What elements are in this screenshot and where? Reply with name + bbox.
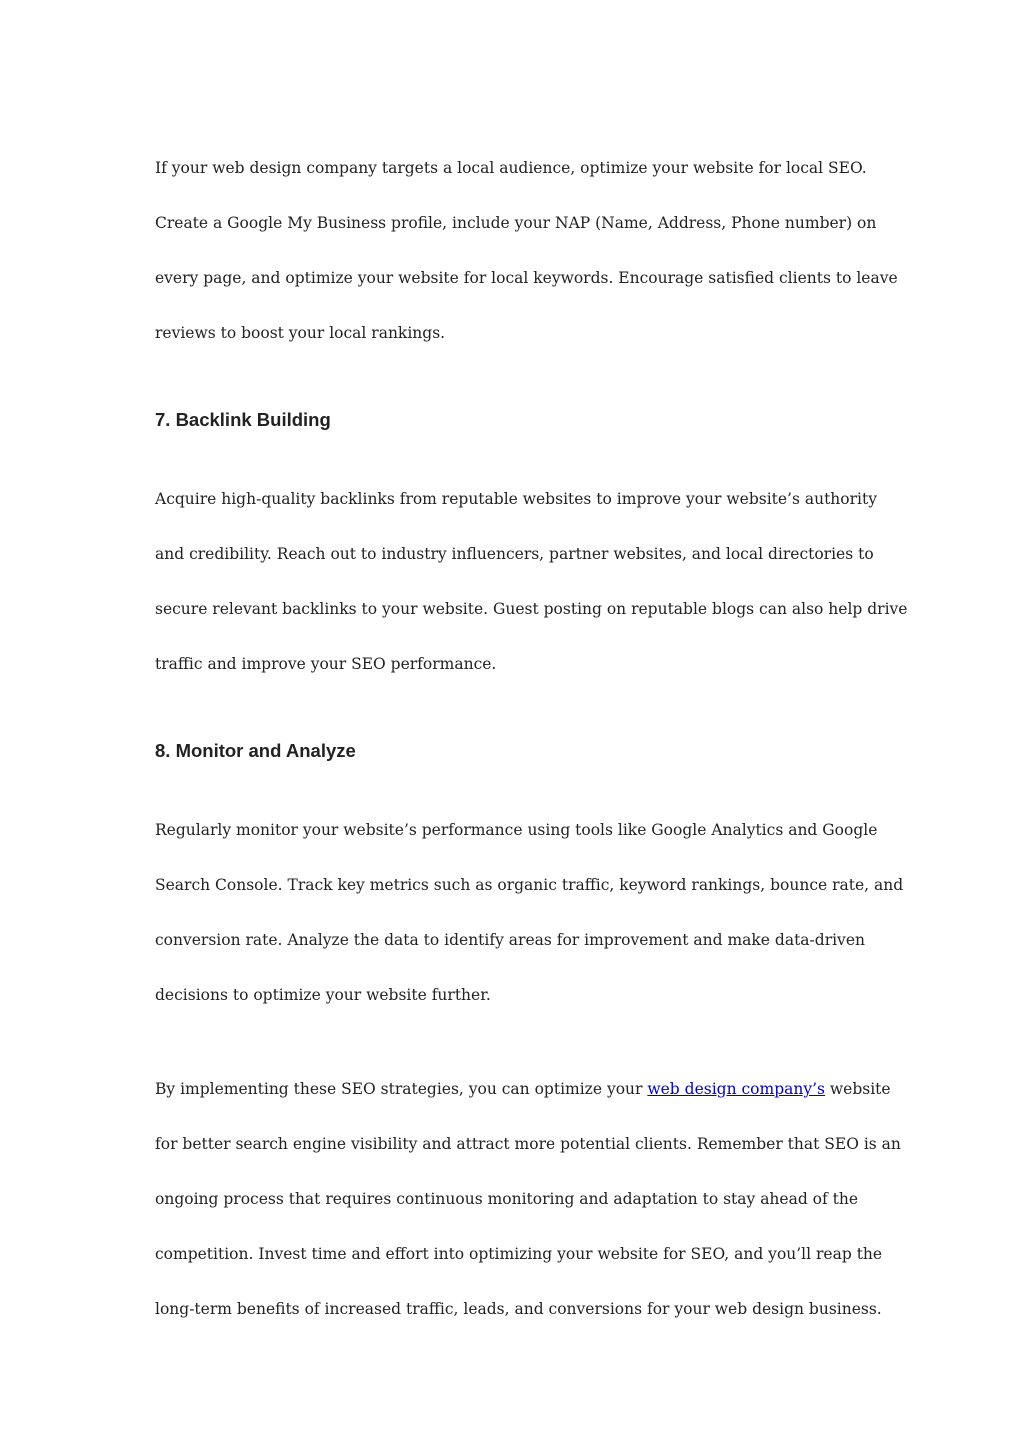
conclusion-text-before-link: By implementing these SEO strategies, you can optimize your [155, 1080, 648, 1098]
paragraph-line: If your web design company targets a local audience, optimize your website for local SEO. [155, 159, 867, 177]
local-seo-paragraph [155, 141, 898, 361]
paragraph-line: long-term benefits of increased traffic, leads, and conversions for your web design business. [155, 1300, 882, 1318]
paragraph-line: secure relevant backlinks to your website. Guest posting on reputable blogs can also help drive [155, 600, 908, 618]
section-heading-monitor-and-analyze: 8. Monitor and Analyze [155, 740, 356, 761]
monitor-paragraph [155, 803, 904, 1023]
backlink-paragraph [155, 472, 908, 692]
section-heading-backlink-building: 7. Backlink Building [155, 409, 331, 430]
paragraph-line: Search Console. Track key metrics such as organic traffic, keyword rankings, bounce rate, and [155, 876, 904, 894]
paragraph-line: Regularly monitor your website’s performance using tools like Google Analytics and Google [155, 821, 878, 839]
paragraph-line: traffic and improve your SEO performance. [155, 655, 497, 673]
paragraph-line: ongoing process that requires continuous monitoring and adaptation to stay ahead of the [155, 1190, 859, 1208]
paragraph-line: reviews to boost your local rankings. [155, 324, 446, 342]
paragraph-line: conversion rate. Analyze the data to identify areas for improvement and make data-driven [155, 931, 865, 949]
paragraph-line: Create a Google My Business profile, include your NAP (Name, Address, Phone number) on [155, 214, 877, 232]
paragraph-line: and credibility. Reach out to industry influencers, partner websites, and local directories to [155, 545, 874, 563]
paragraph-line: decisions to optimize your website further. [155, 986, 491, 1004]
conclusion-paragraph [155, 1062, 901, 1337]
conclusion-text-after-link: website [824, 1080, 891, 1098]
paragraph-line: competition. Invest time and effort into optimizing your website for SEO, and you’ll reap the [155, 1245, 883, 1263]
paragraph-line: Acquire high-quality backlinks from reputable websites to improve your website’s authority [155, 490, 877, 508]
paragraph-line: every page, and optimize your website for local keywords. Encourage satisfied clients to leave [155, 269, 898, 287]
paragraph-line [155, 1062, 891, 1117]
paragraph-line: for better search engine visibility and attract more potential clients. Remember that SEO is an [155, 1135, 901, 1153]
web-design-company-link[interactable]: web design company’s [647, 1080, 825, 1098]
